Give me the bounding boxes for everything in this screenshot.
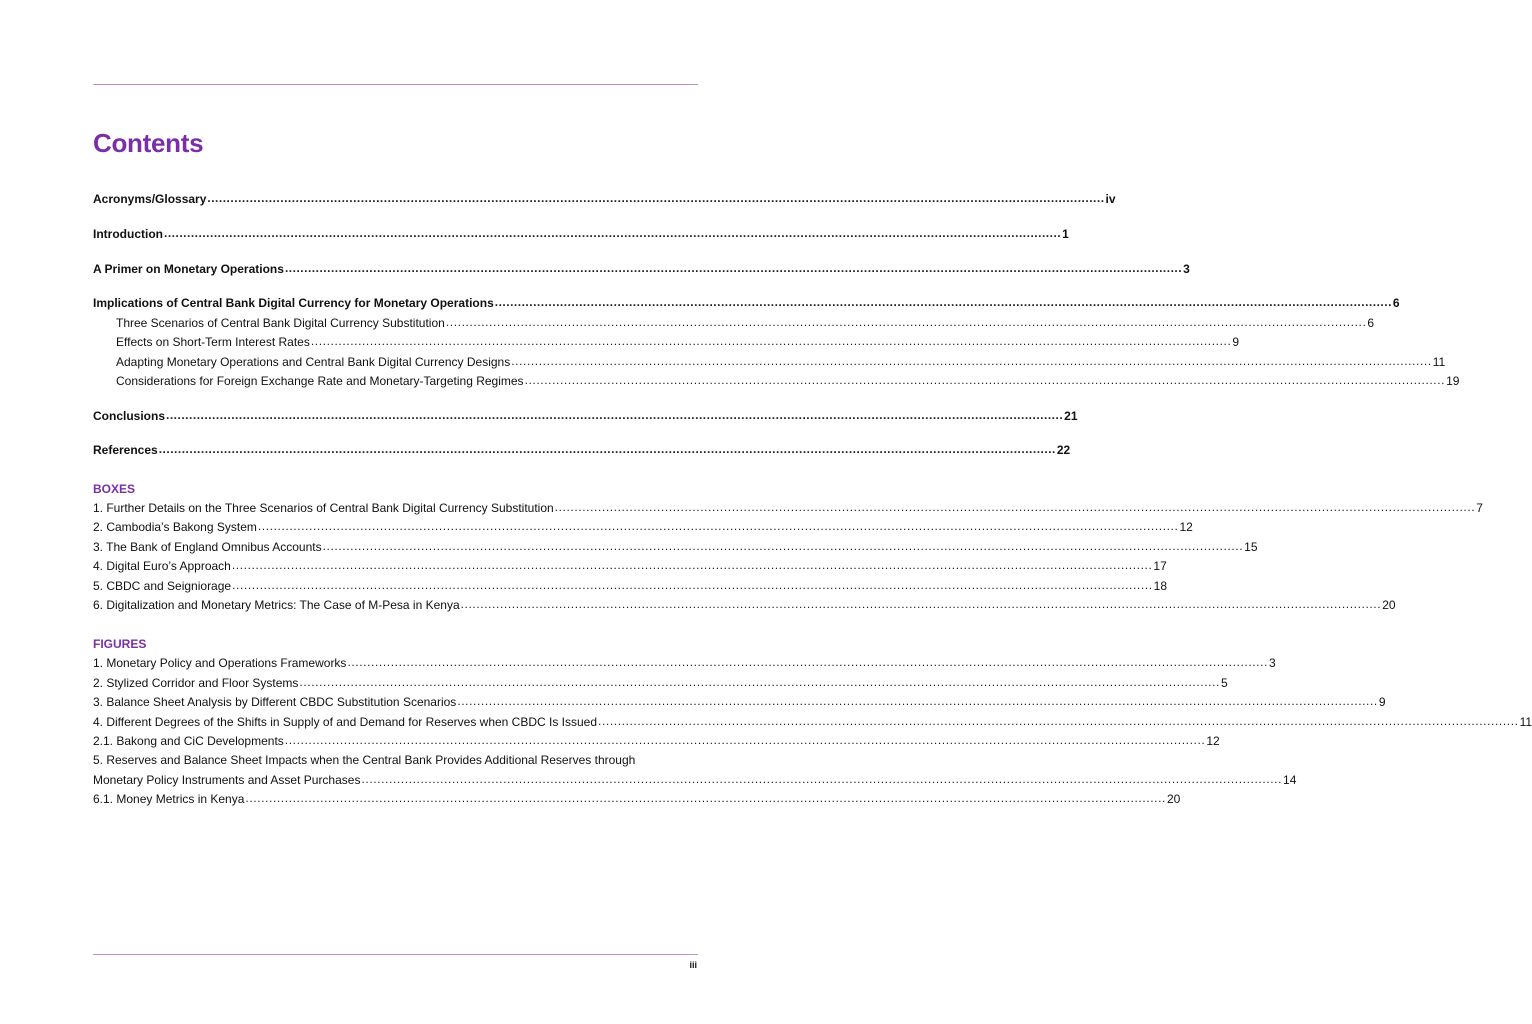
toc-figure-2-1[interactable]: 2.1. Bakong and CiC Developments .......................................................................................................................................................................................................................................... 12 [93,733,1220,748]
footer-rule [93,954,698,955]
toc-entry-primer[interactable]: A Primer on Monetary Operations .......................................................................................................................................................................................................................................... 3 [93,261,1190,276]
toc-box-2[interactable]: 2. Cambodia’s Bakong System .......................................................................................................................................................................................................................................... 12 [93,519,1193,534]
toc-box-5[interactable]: 5. CBDC and Seigniorage .......................................................................................................................................................................................................................................... 18 [93,578,1168,593]
toc-box-3[interactable]: 3. The Bank of England Omnibus Accounts .......................................................................................................................................................................................................................................... 15 [93,539,1258,554]
toc-subentry-adapting[interactable]: Adapting Monetary Operations and Central Bank Digital Currency Designs .......................................................................................................................................................................................................................................... 11 [116,354,1446,369]
toc-figure-3[interactable]: 3. Balance Sheet Analysis by Different CBDC Substitution Scenarios .......................................................................................................................................................................................................................................... 9 [93,694,1386,709]
toc-figure-5-line1[interactable]: 5. Reserves and Balance Sheet Impacts when the Central Bank Provides Additional Reserves through [93,753,636,767]
toc-subentry-short-term-rates[interactable]: Effects on Short-Term Interest Rates .......................................................................................................................................................................................................................................... 9 [116,334,1240,349]
toc-figure-5-line2[interactable]: Monetary Policy Instruments and Asset Purchases .......................................................................................................................................................................................................................................... 14 [93,772,1297,787]
header-rule [93,84,698,85]
page-number: iii [689,960,697,970]
toc-subentry-three-scenarios[interactable]: Three Scenarios of Central Bank Digital Currency Substitution .......................................................................................................................................................................................................................................... 6 [116,315,1375,330]
toc-figure-1[interactable]: 1. Monetary Policy and Operations Frameworks .......................................................................................................................................................................................................................................... 3 [93,655,1276,670]
toc-entry-acronyms[interactable]: Acronyms/Glossary .......................................................................................................................................................................................................................................... iv [93,191,1116,206]
toc-entry-references[interactable]: References .......................................................................................................................................................................................................................................... 22 [93,442,1071,457]
figures-heading: FIGURES [93,637,147,651]
toc-box-6[interactable]: 6. Digitalization and Monetary Metrics: The Case of M-Pesa in Kenya .......................................................................................................................................................................................................................................... 20 [93,597,1396,612]
toc-box-4[interactable]: 4. Digital Euro’s Approach .......................................................................................................................................................................................................................................... 17 [93,558,1167,573]
boxes-heading: BOXES [93,482,136,496]
toc-entry-introduction[interactable]: Introduction .......................................................................................................................................................................................................................................... 1 [93,226,1069,241]
toc-subentry-considerations[interactable]: Considerations for Foreign Exchange Rate and Monetary-Targeting Regimes .......................................................................................................................................................................................................................................... 19 [116,373,1460,388]
toc-box-1[interactable]: 1. Further Details on the Three Scenarios of Central Bank Digital Currency Substitution .......................................................................................................................................................................................................................................... 7 [93,500,1483,515]
toc-figure-4[interactable]: 4. Different Degrees of the Shifts in Supply of and Demand for Reserves when CBDC Is Issued .......................................................................................................................................................................................................................................... 11 [93,714,1532,729]
toc-figure-6-1[interactable]: 6.1. Money Metrics in Kenya .......................................................................................................................................................................................................................................... 20 [93,791,1181,806]
page-title: Contents [93,128,204,158]
toc-figure-2[interactable]: 2. Stylized Corridor and Floor Systems .......................................................................................................................................................................................................................................... 5 [93,675,1228,690]
toc-entry-conclusions[interactable]: Conclusions .......................................................................................................................................................................................................................................... 21 [93,408,1078,423]
toc-entry-implications[interactable]: Implications of Central Bank Digital Currency for Monetary Operations .......................................................................................................................................................................................................................................... 6 [93,295,1400,310]
